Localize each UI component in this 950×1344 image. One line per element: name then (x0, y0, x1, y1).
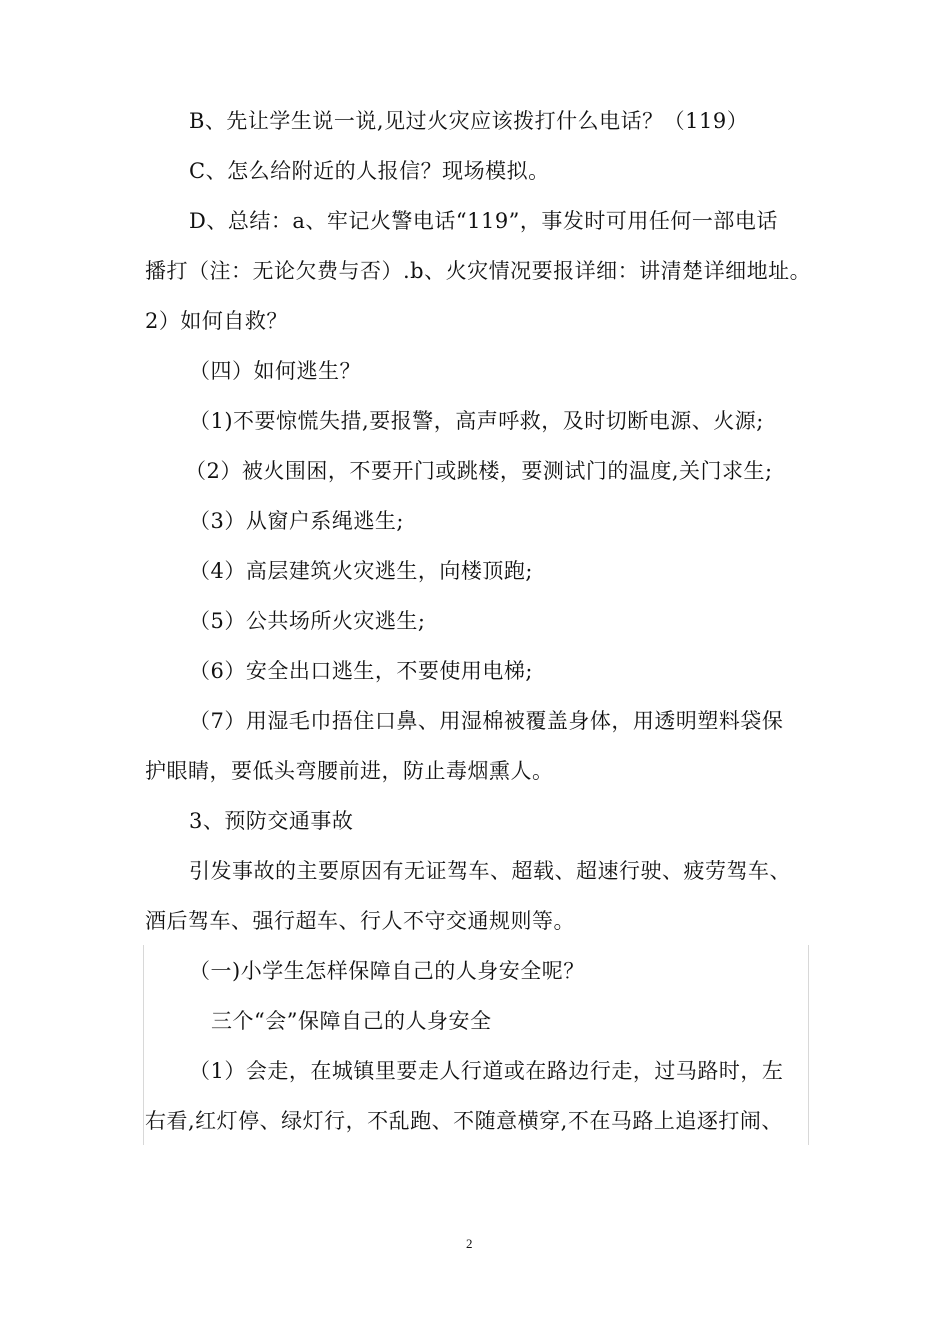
text-line: 护眼睛，要低头弯腰前进，防止毒烟熏人。 (145, 759, 554, 783)
list-item: （4）高层建筑火灾逃生，向楼顶跑; (189, 559, 533, 583)
section-heading: 3、预防交通事故 (189, 809, 354, 833)
text-line: 右看,红灯停、绿灯行，不乱跑、不随意横穿,不在马路上追逐打闹、 (145, 1109, 783, 1133)
text-line: 引发事故的主要原因有无证驾车、超载、超速行驶、疲劳驾车、 (189, 859, 791, 883)
list-item: （1）会走，在城镇里要走人行道或在路边行走，过马路时，左 (189, 1059, 784, 1083)
list-item: （2）被火围困，不要开门或跳楼，要测试门的温度,关门求生; (185, 459, 773, 483)
list-item: （3）从窗户系绳逃生; (189, 509, 404, 533)
text-line: 酒后驾车、强行超车、行人不守交通规则等。 (145, 909, 575, 933)
subheading: 三个“会”保障自己的人身安全 (211, 1009, 492, 1033)
list-item: （6）安全出口逃生，不要使用电梯; (189, 659, 533, 683)
section-heading: （一)小学生怎样保障自己的人身安全呢？ (189, 959, 585, 983)
text-line: B、先让学生说一说,见过火灾应该拨打什么电话？（119） (189, 109, 749, 133)
text-line: D、总结：a、牢记火警电话“119”，事发时可用任何一部电话 (189, 209, 778, 233)
page-number: 2 (466, 1236, 473, 1251)
section-heading: （四）如何逃生？ (189, 359, 361, 383)
list-item: （5）公共场所火灾逃生; (189, 609, 426, 633)
text-line: 播打（注：无论欠费与否）.b、火灾情况要报详细：讲清楚详细地址。 (145, 259, 812, 283)
list-item: （7）用湿毛巾捂住口鼻、用湿棉被覆盖身体，用透明塑料袋保 (189, 709, 784, 733)
text-line: C、怎么给附近的人报信？现场模拟。 (189, 159, 550, 183)
text-line: 2）如何自救？ (145, 309, 288, 333)
list-item: （1)不要惊慌失措,要报警，高声呼救，及时切断电源、火源; (189, 409, 764, 433)
